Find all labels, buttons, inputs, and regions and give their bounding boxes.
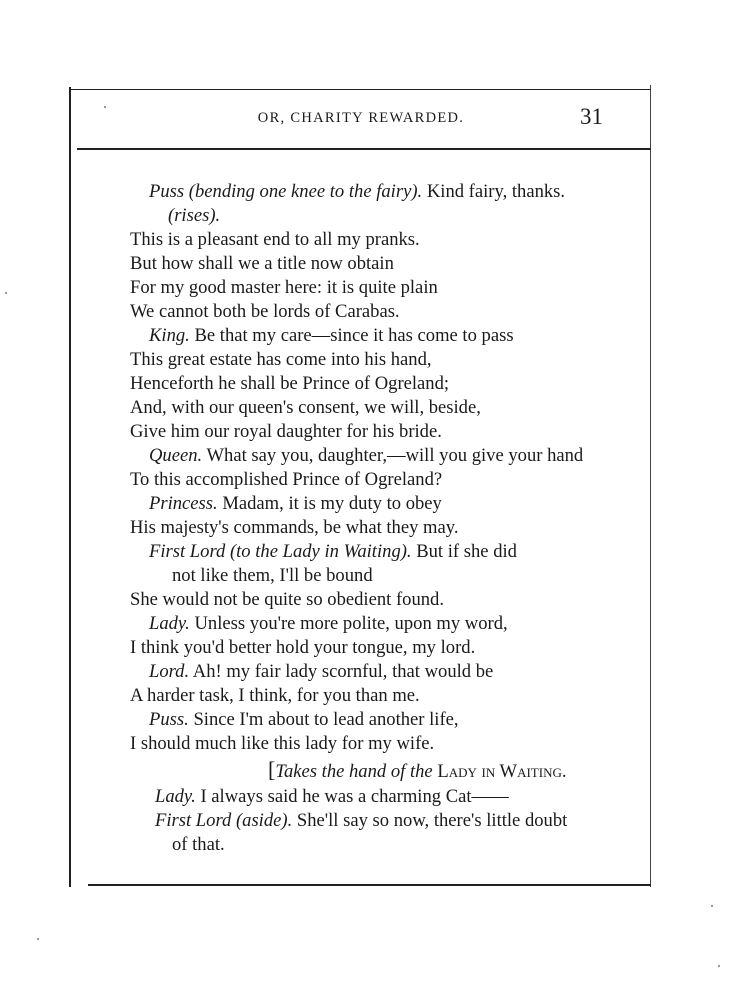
line-text: Since I'm about to lead another life, (193, 709, 459, 730)
bracket: [ (268, 757, 276, 782)
stage-direction: (to the Lady in Waiting). (229, 541, 412, 562)
speaker-name: Lady. (155, 786, 196, 807)
verse-line: Henceforth he shall be Prince of Ogreland; (130, 373, 450, 394)
line-text: Madam, it is my duty to obey (222, 493, 442, 514)
print-speckle (718, 965, 720, 967)
line-text: Kind fairy, thanks. (426, 181, 566, 202)
verse-line (149, 613, 508, 635)
verse-line: Give him our royal daughter for his bride. (130, 421, 442, 442)
page-frame-left (69, 87, 71, 887)
verse-line (149, 325, 514, 347)
verse-line: She would not be quite so obedient found. (130, 589, 444, 610)
running-head (71, 104, 651, 134)
character-name: Lady in Waiting. (437, 761, 567, 782)
print-speckle (5, 292, 7, 294)
print-speckle (711, 905, 713, 907)
stage-direction: (rises). (168, 205, 221, 226)
header-rule (77, 148, 651, 150)
line-text: Be that my care—since it has come to pass (194, 325, 514, 346)
stage-direction: (bending one knee to the fairy). (188, 181, 423, 202)
speaker-name: Lady. (149, 613, 190, 634)
stage-direction: (aside). (235, 810, 293, 831)
verse-line: But how shall we a title now obtain (130, 253, 394, 274)
verse-line: A harder task, I think, for you than me. (130, 685, 420, 706)
verse-line (149, 181, 565, 203)
verse-line: His majesty's commands, be what they may. (130, 517, 459, 538)
speaker-name: Puss (149, 181, 185, 202)
page-number: 31 (580, 104, 603, 129)
speaker-name: First Lord (149, 541, 226, 562)
line-text: I always said he was a charming Cat—— (200, 786, 509, 807)
speaker-name: Lord. (149, 661, 190, 682)
line-text: She'll say so now, there's little doubt (296, 810, 568, 831)
speaker-name: King. (149, 325, 190, 346)
verse-line (149, 445, 583, 467)
top-rule (71, 89, 651, 90)
print-speckle (104, 106, 106, 108)
verse-line: I should much like this lady for my wife. (130, 733, 435, 754)
verse-line: This is a pleasant end to all my pranks. (130, 229, 420, 250)
verse-line (149, 493, 442, 515)
verse-line (149, 709, 459, 731)
running-title: OR, CHARITY REWARDED. (257, 110, 465, 126)
line-text: But if she did (416, 541, 517, 562)
line-text: Unless you're more polite, upon my word, (194, 613, 508, 634)
verse-line: I think you'd better hold your tongue, my lord. (130, 637, 476, 658)
verse-line (155, 786, 509, 808)
speaker-name: Queen. (149, 445, 203, 466)
line-text: Ah! my fair lady scornful, that would be (192, 661, 494, 682)
stage-direction-line (268, 759, 567, 783)
verse-line: We cannot both be lords of Carabas. (130, 301, 400, 322)
line-text: What say you, daughter,—will you give your hand (206, 445, 584, 466)
speaker-name: Princess. (149, 493, 218, 514)
verse-line (149, 541, 517, 563)
verse-line (149, 661, 493, 683)
verse-line (155, 810, 567, 832)
verse-line: To this accomplished Prince of Ogreland? (130, 469, 443, 490)
verse-line: For my good master here: it is quite plain (130, 277, 438, 298)
verse-line: not like them, I'll be bound (172, 565, 373, 586)
verse-line: of that. (172, 834, 225, 855)
speaker-name: Puss. (149, 709, 189, 730)
print-speckle (37, 938, 39, 940)
verse-line: This great estate has come into his hand, (130, 349, 432, 370)
page-frame-right (650, 85, 651, 887)
bottom-rule (88, 884, 651, 886)
verse-line: And, with our queen's consent, we will, beside, (130, 397, 481, 418)
stage-direction: Takes the hand of the (275, 761, 433, 782)
speaker-name: First Lord (155, 810, 232, 831)
